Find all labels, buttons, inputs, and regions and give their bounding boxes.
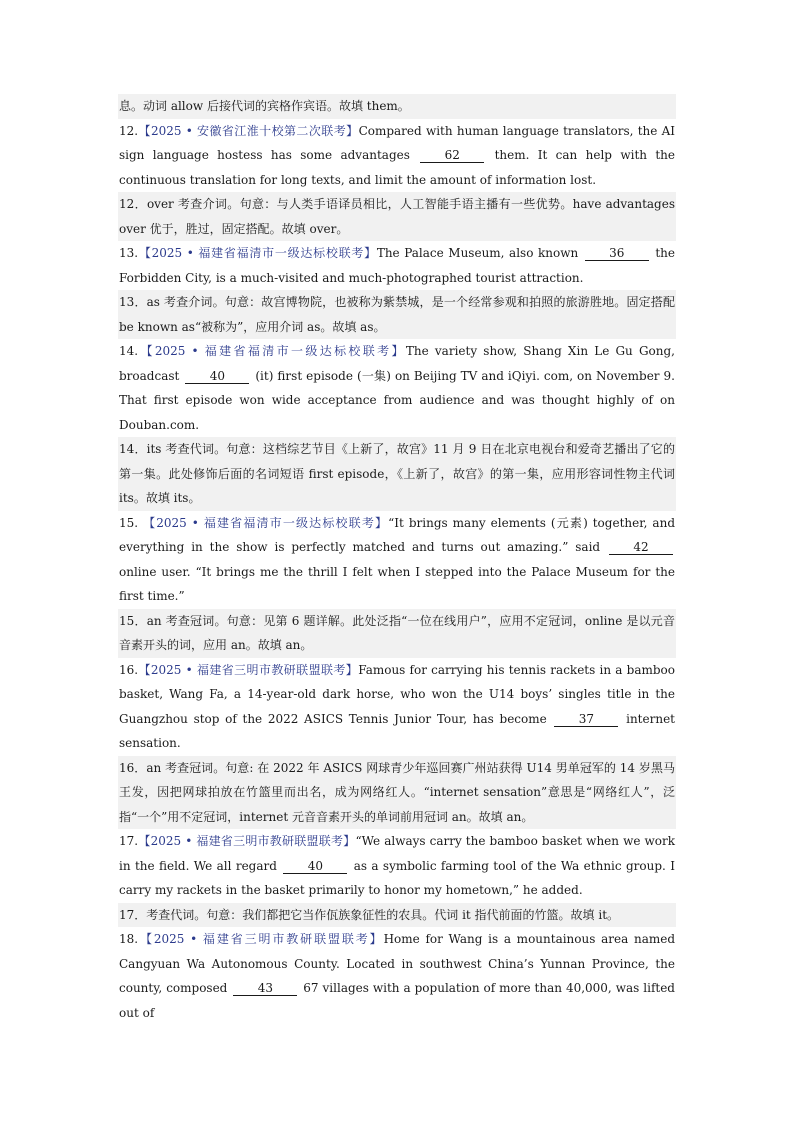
text-run: 67 villages with a population of more than 40,000, was lifted out of	[119, 981, 675, 1020]
question-paragraph	[118, 927, 676, 1025]
answer-blank: 40	[185, 370, 249, 384]
text-run: 17.	[119, 834, 139, 848]
text-run: The variety show, Shang Xin Le Gu Gong, broadcast	[119, 344, 675, 383]
source-tag: 【2025 • 福建省三明市教研联盟联考】	[138, 834, 356, 848]
answer-paragraph	[118, 903, 676, 928]
answer-blank: 42	[609, 541, 673, 555]
text-run: Compared with human language translators, the AI sign language hostess has some advantages	[119, 123, 675, 162]
text-run: 14.	[119, 344, 139, 358]
text-run: them. It can help with the continuous translation for long texts, and limit the amount of information lost.	[119, 148, 675, 187]
source-tag: 【2025 • 福建省福清市一级达标校联考】	[138, 344, 406, 358]
text-run: internet sensation.	[119, 711, 675, 750]
text-run: 13.	[119, 246, 139, 260]
question-paragraph	[118, 241, 676, 290]
document-content	[118, 94, 676, 1025]
question-paragraph	[118, 119, 676, 193]
question-paragraph	[118, 339, 676, 437]
text-run: Home for Wang is a mountainous area named Cangyuan Wa Autonomous County. Located in southwest China’s Yunnan Province, the county, composed	[119, 932, 676, 995]
source-tag: 【2025 • 福建省三明市教研联盟联考】	[138, 932, 384, 946]
text-run: 16.	[119, 662, 139, 677]
question-paragraph	[118, 511, 676, 609]
text-run: the Forbidden City, is a much-visited and much-photographed tourist attraction.	[119, 246, 675, 285]
answer-paragraph	[118, 94, 676, 119]
text-run: 12.	[119, 123, 139, 138]
text-run: (it) first episode (一集) on Beijing TV and iQiyi. com, on November 9. That first episode won wide acceptance from audience and was thought highly of on Douban.com.	[119, 368, 675, 432]
text-run: 14．its 考查代词。句意：这档综艺节目《上新了，故宫》11 月 9 日在北京电视台和爱奇艺播出了它的第一集。此处修饰后面的名词短语 first episode，《上新了，故宫》的第一集，应用形容词性物主代词 its。故填 its。	[119, 442, 675, 505]
text-run: 18.	[119, 932, 139, 946]
text-run: 12．over 考查介词。句意：与人类手语译员相比，人工智能手语主播有一些优势。have advantages over 优于，胜过，固定搭配。故填 over。	[119, 197, 675, 236]
text-run: as a symbolic farming tool of the Wa ethnic group. I carry my rackets in the basket primarily to honor my hometown,” he added.	[119, 858, 675, 897]
question-paragraph	[118, 829, 676, 903]
text-run: 17．考查代词。句意：我们都把它当作佤族象征性的农具。代词 it 指代前面的竹篮。故填 it。	[119, 907, 620, 922]
text-run: 15．an 考查冠词。句意：见第 6 题详解。此处泛指“一位在线用户”，应用不定冠词，online 是以元音音素开头的词，应用 an。故填 an。	[119, 613, 675, 652]
text-run: 息。动词 allow 后接代词的宾格作宾语。故填 them。	[119, 99, 410, 113]
text-run: “It brings many elements (元素) together, and everything in the show is perfectly matched and turns out amazing.” said	[119, 515, 675, 554]
answer-paragraph	[118, 609, 676, 658]
text-run: Famous for carrying his tennis rackets in a bamboo basket, Wang Fa, a 14-year-old dark horse, who won the U14 boys’ singles title in the Guangzhou stop of the 2022 ASICS Tennis Junior Tour, has become	[119, 662, 675, 726]
text-run: 15.	[119, 515, 144, 530]
text-run: The Palace Museum, also known	[376, 246, 583, 260]
text-run: 16．an 考查冠词。句意: 在 2022 年 ASICS 网球青少年巡回赛广州站获得 U14 男单冠军的 14 岁黑马王发，因把网球拍放在竹篮里而出名，成为网络红人。“internet sensation”意思是“网络红人”，泛指“一个”用不定冠词，internet 元音音素开头的单词前用冠词 an。故填 an。	[119, 760, 675, 824]
answer-blank: 43	[233, 982, 297, 996]
text-run: online user. “It brings me the thrill I felt when I stepped into the Palace Museum for the first time.”	[119, 564, 675, 603]
question-paragraph	[118, 658, 676, 756]
answer-blank: 40	[283, 860, 347, 874]
answer-paragraph	[118, 437, 676, 511]
answer-paragraph	[118, 756, 676, 830]
source-tag: 【2025 • 福建省福清市一级达标校联考】	[138, 246, 377, 260]
source-tag: 【2025 • 福建省三明市教研联盟联考】	[138, 662, 359, 677]
answer-blank: 36	[585, 247, 649, 261]
source-tag: 【2025 • 安徽省江淮十校第二次联考】	[138, 123, 359, 138]
text-run: 13．as 考查介词。句意：故宫博物院，也被称为紫禁城，是一个经常参观和拍照的旅游胜地。固定搭配 be known as“被称为”，应用介词 as。故填 as。	[119, 295, 675, 334]
answer-paragraph	[118, 192, 676, 241]
answer-blank: 62	[420, 149, 484, 163]
source-tag: 【2025 • 福建省福清市一级达标校联考】	[143, 515, 389, 530]
text-run: “We always carry the bamboo basket when we work in the field. We all regard	[119, 834, 676, 873]
answer-paragraph	[118, 290, 676, 339]
answer-blank: 37	[554, 713, 618, 727]
